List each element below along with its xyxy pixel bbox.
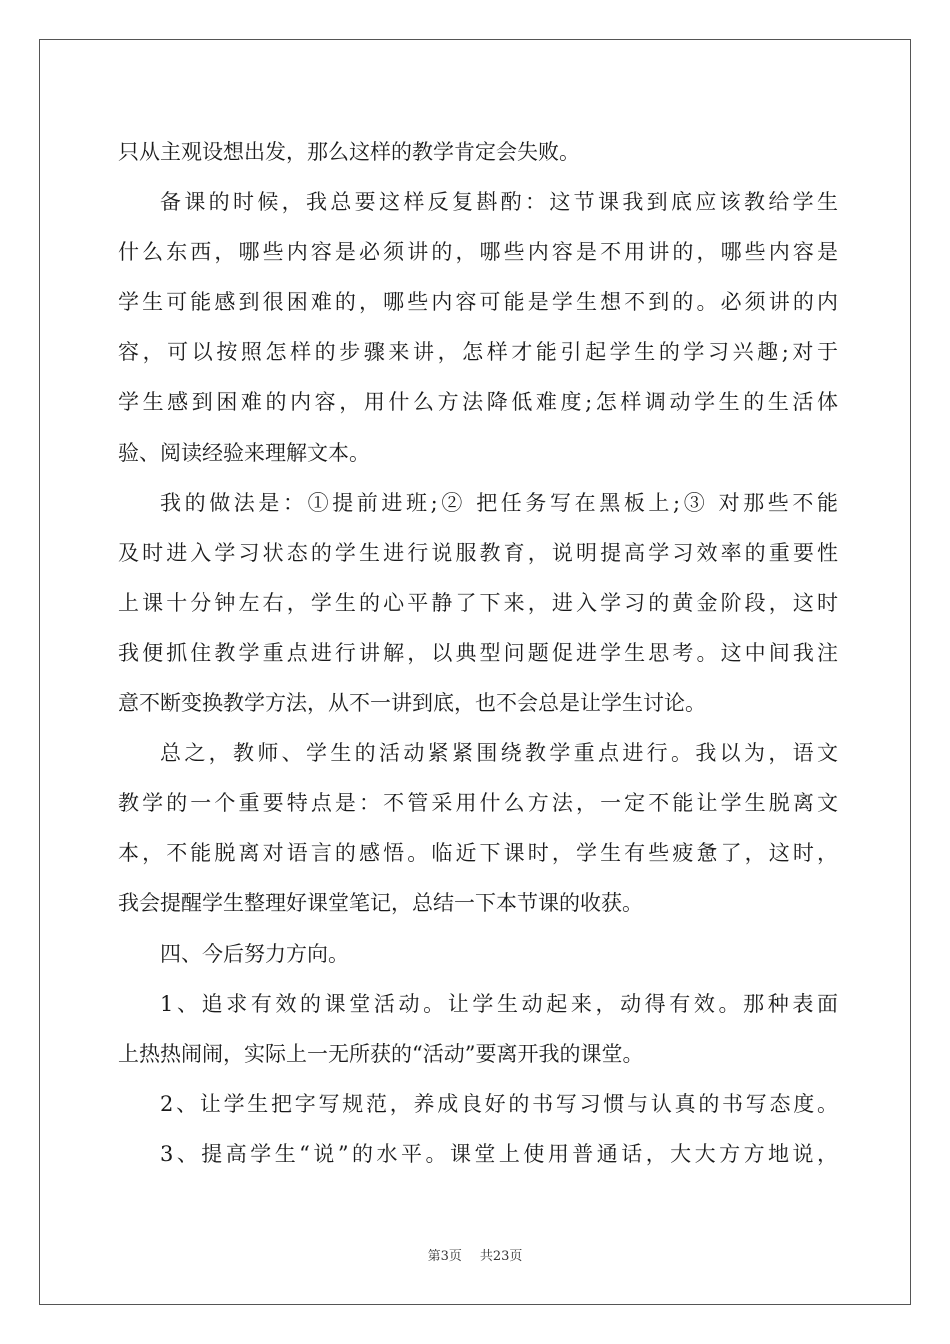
text-line: 总之，教师、学生的活动紧紧围绕教学重点进行。我以为，语文 (160, 741, 838, 766)
page-footer (0, 1245, 950, 1264)
section-heading: 四、今后努力方向。 (160, 941, 349, 966)
text-line: 意不断变换教学方法，从不一讲到底，也不会总是让学生讨论。 (118, 691, 706, 716)
text-line: 学生可能感到很困难的，哪些内容可能是学生想不到的。必须讲的内 (118, 290, 838, 315)
text-line: 2、让学生把字写规范，养成良好的书写习惯与认真的书写态度。 (160, 1091, 838, 1116)
text-line: 上热热闹闹，实际上一无所获的“活动”要离开我的课堂。 (118, 1041, 644, 1066)
text-line: 学生感到困难的内容，用什么方法降低难度;怎样调动学生的生活体 (118, 390, 838, 415)
text-line: 容，可以按照怎样的步骤来讲，怎样才能引起学生的学习兴趣;对于 (118, 340, 838, 365)
text-line: 我便抓住教学重点进行讲解，以典型问题促进学生思考。这中间我注 (118, 640, 838, 665)
text-line: 备课的时候，我总要这样反复斟酌：这节课我到底应该教给学生 (160, 190, 838, 215)
text-line: 1、追求有效的课堂活动。让学生动起来，动得有效。那种表面 (160, 991, 838, 1016)
text-line: 验、阅读经验来理解文本。 (118, 440, 370, 465)
text-line: 3、提高学生“说”的水平。课堂上使用普通话，大大方方地说， (160, 1141, 838, 1166)
text-line: 我的做法是：①提前进班;② 把任务写在黑板上;③ 对那些不能 (160, 490, 838, 515)
page-number: 第3页 (427, 1249, 462, 1264)
text-line: 教学的一个重要特点是：不管采用什么方法，一定不能让学生脱离文 (118, 791, 838, 816)
text-line: 什么东西，哪些内容是必须讲的，哪些内容是不用讲的，哪些内容是 (118, 240, 838, 265)
page-total: 共23页 (479, 1249, 523, 1264)
text-line: 我会提醒学生整理好课堂笔记，总结一下本节课的收获。 (118, 891, 643, 916)
text-line: 上课十分钟左右，学生的心平静了下来，进入学习的黄金阶段，这时 (118, 590, 838, 615)
text-line: 只从主观设想出发，那么这样的教学肯定会失败。 (118, 140, 580, 164)
text-line: 本，不能脱离对语言的感悟。临近下课时，学生有些疲惫了，这时， (118, 841, 838, 866)
text-line: 及时进入学习状态的学生进行说服教育，说明提高学习效率的重要性 (118, 540, 838, 565)
body-text (118, 127, 838, 1179)
